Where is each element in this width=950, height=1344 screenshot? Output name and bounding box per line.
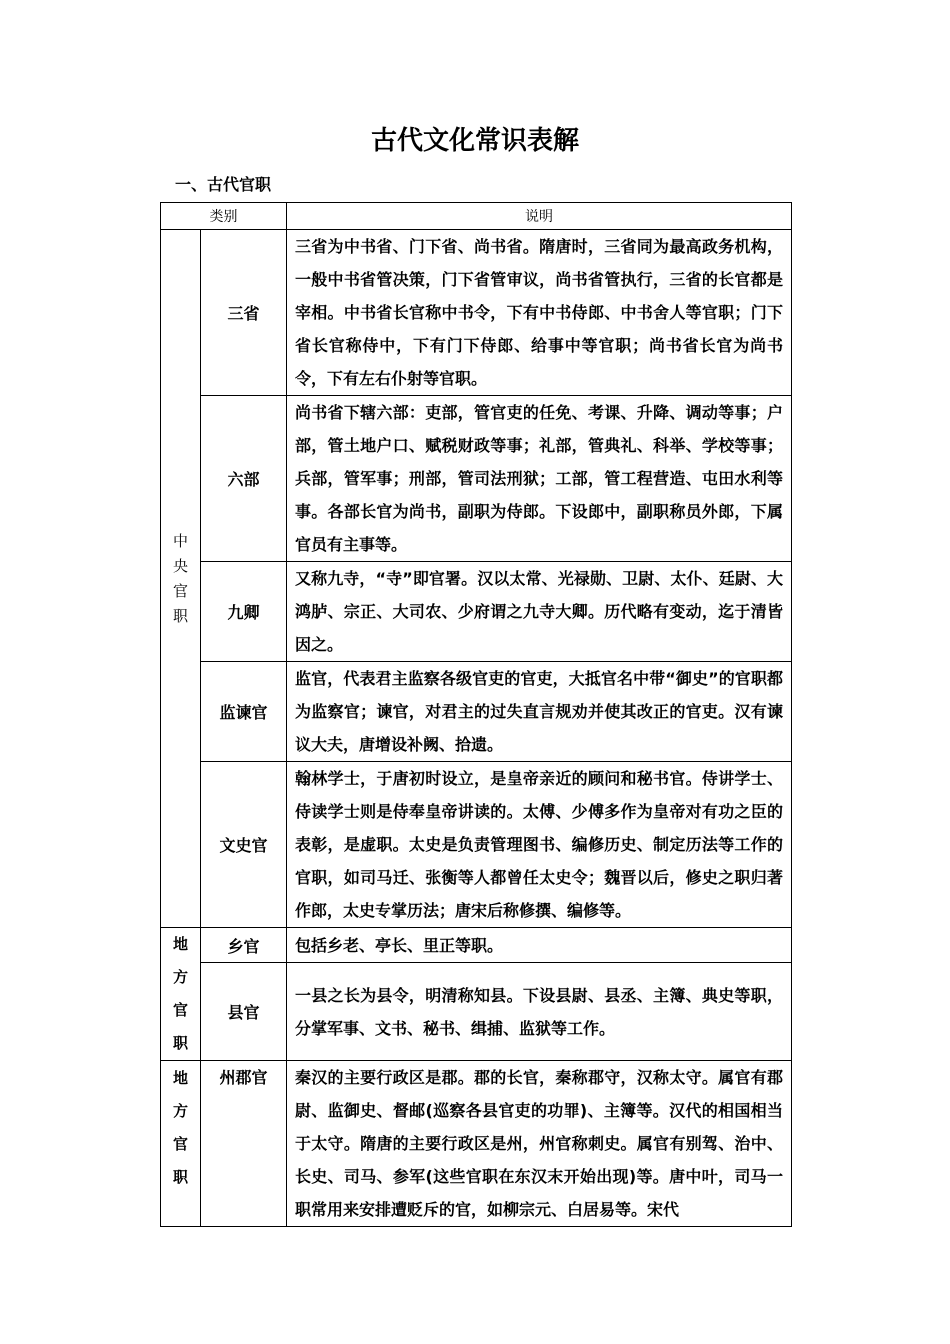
row-description: 又称九寺，“寺”即官署。汉以太常、光禄勋、卫尉、太仆、廷尉、大鸿胪、宗正、大司农、少府谓之九寺大卿。历代略有变动，迄于清皆因之。 [287, 562, 792, 662]
row-description: 翰林学士，于唐初时设立，是皇帝亲近的顾问和秘书官。侍讲学士、侍读学士则是侍奉皇帝讲读的。太傅、少傅多作为皇帝对有功之臣的表彰，是虚职。太史是负责管理图书、编修历史、制定历法等工作的官职，如司马迁、张衡等人都曾任太史令；魏晋以后，修史之职归著作郎，太史专掌历法；唐宋后称修撰、编修等。 [287, 762, 792, 928]
header-category: 类别 [161, 203, 287, 230]
table-row [161, 662, 792, 762]
row-description: 包括乡老、亭长、里正等职。 [287, 928, 792, 963]
table-row [161, 928, 792, 963]
table-header-row [161, 203, 792, 230]
row-name: 三省 [201, 230, 287, 396]
category-central: 中 央 官 职 [161, 230, 201, 928]
row-description: 尚书省下辖六部：吏部，管官吏的任免、考课、升降、调动等事；户部，管土地户口、赋税财政等事；礼部，管典礼、科举、学校等事；兵部，管军事；刑部，管司法刑狱；工部，管工程营造、屯田水利等事。各部长官为尚书，副职为侍郎。下设郎中，副职称员外郎，下属官员有主事等。 [287, 396, 792, 562]
table-row [161, 562, 792, 662]
row-name: 州郡官 [201, 1061, 287, 1227]
table-row [161, 1061, 792, 1227]
row-name: 监谏官 [201, 662, 287, 762]
table-row [161, 230, 792, 396]
row-name: 文史官 [201, 762, 287, 928]
table-row [161, 963, 792, 1061]
row-name: 乡官 [201, 928, 287, 963]
row-description: 秦汉的主要行政区是郡。郡的长官，秦称郡守，汉称太守。属官有郡尉、监御史、督邮(巡察各县官吏的功罪)、主簿等。汉代的相国相当于太守。隋唐的主要行政区是州，州官称刺史。属官有别驾、治中、长史、司马、参军(这些官职在东汉末开始出现)等。唐中叶，司马一职常用来安排遭贬斥的官，如柳宗元、白居易等。宋代 [287, 1061, 792, 1227]
section-heading: 一、古代官职 [175, 175, 272, 194]
table-row [161, 762, 792, 928]
category-local: 地 方 官 职 [161, 1061, 201, 1227]
category-local: 地 方 官 职 [161, 928, 201, 1061]
header-description: 说明 [287, 203, 792, 230]
row-description: 一县之长为县令，明清称知县。下设县尉、县丞、主簿、典史等职，分掌军事、文书、秘书、缉捕、监狱等工作。 [287, 963, 792, 1061]
table-row [161, 396, 792, 562]
row-name: 六部 [201, 396, 287, 562]
official-positions-table [160, 202, 792, 1227]
row-description: 监官，代表君主监察各级官吏的官吏，大抵官名中带“御史”的官职都为监察官；谏官，对君主的过失直言规劝并使其改正的官吏。汉有谏议大夫，唐增设补阙、拾遗。 [287, 662, 792, 762]
row-description: 三省为中书省、门下省、尚书省。隋唐时，三省同为最高政务机构，一般中书省管决策，门下省管审议，尚书省管执行，三省的长官都是宰相。中书省长官称中书令，下有中书侍郎、中书舍人等官职；门下省长官称侍中，下有门下侍郎、给事中等官职；尚书省长官为尚书令，下有左右仆射等官职。 [287, 230, 792, 396]
page-title: 古代文化常识表解 [370, 126, 579, 156]
row-name: 九卿 [201, 562, 287, 662]
row-name: 县官 [201, 963, 287, 1061]
